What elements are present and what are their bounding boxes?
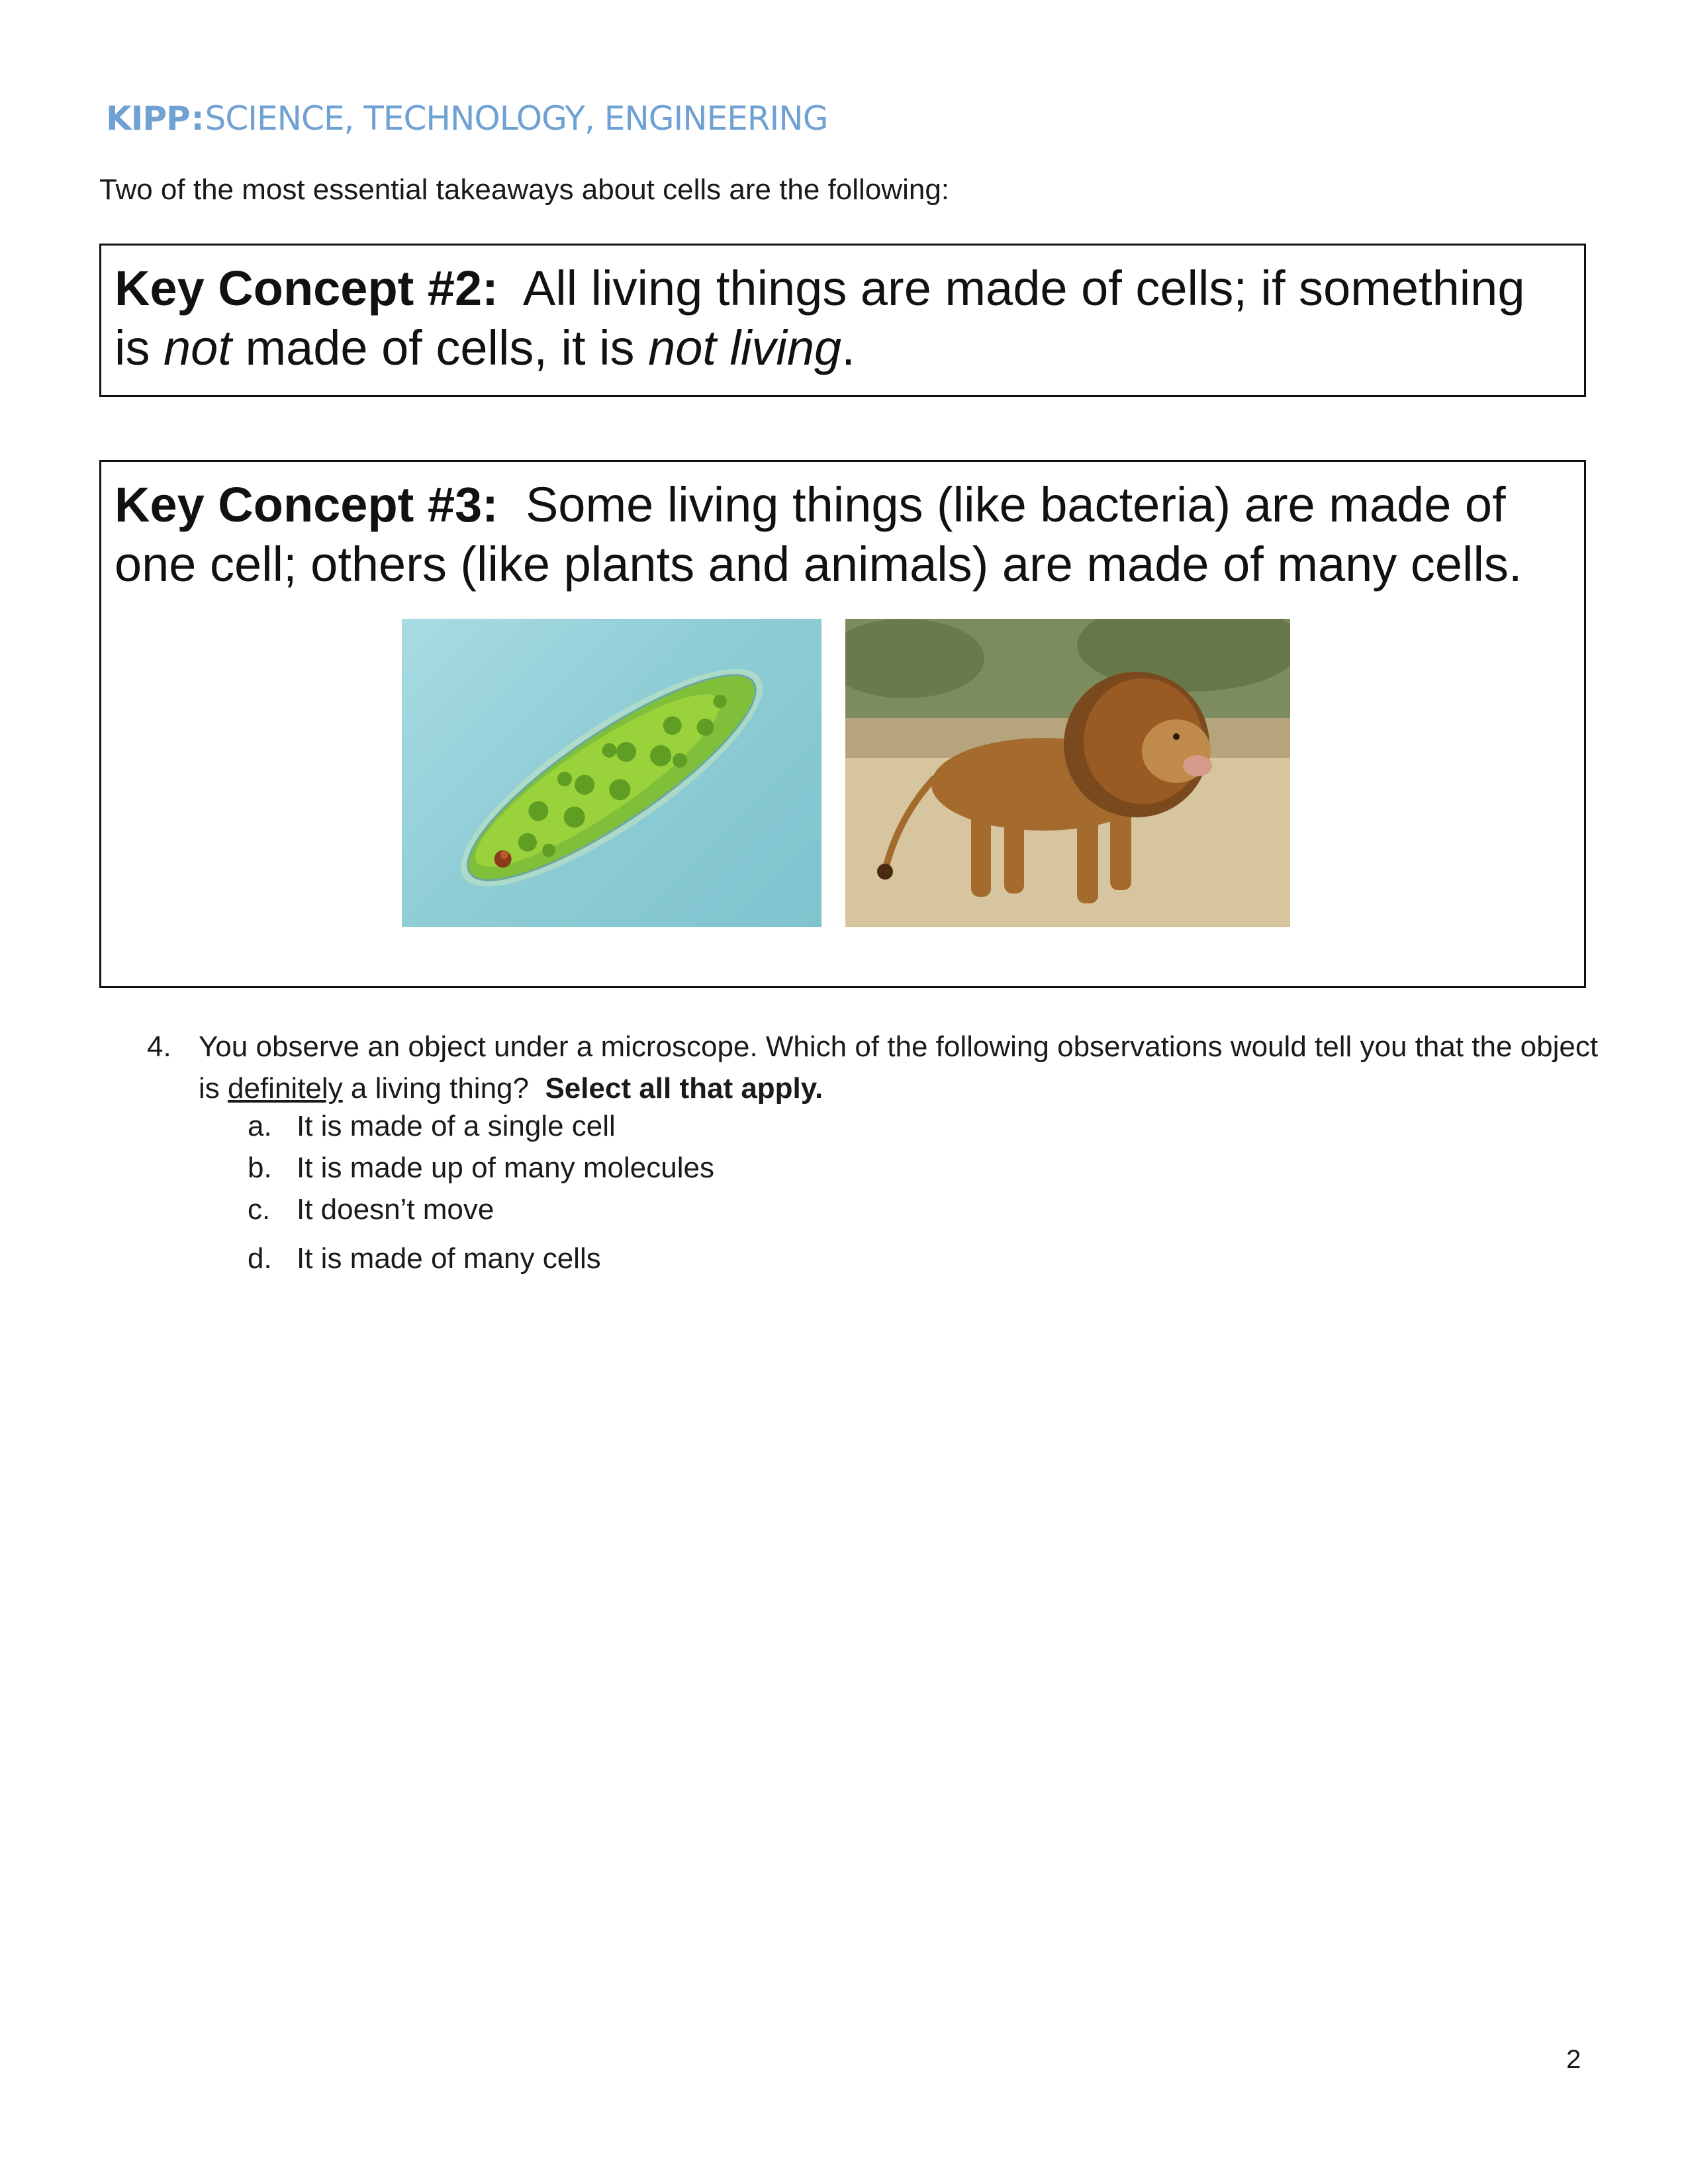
- question-instruction: Select all that apply.: [545, 1072, 823, 1105]
- key-concept-2-body-1: All living things are made of cells; if something is: [115, 261, 1525, 375]
- key-concept-2-period: .: [841, 320, 855, 375]
- option-letter: a.: [248, 1110, 272, 1142]
- option-text: It is made up of many molecules: [297, 1152, 714, 1184]
- key-concept-2-emphasis-2: not living: [648, 320, 842, 375]
- page-number: 2: [1566, 2045, 1581, 2074]
- option-letter: b.: [248, 1152, 272, 1184]
- key-concept-2-text: [115, 259, 1571, 378]
- key-concept-3-text: [115, 475, 1571, 594]
- key-concept-2-emphasis-1: not: [164, 320, 232, 375]
- question-underlined-word: definitely: [228, 1072, 343, 1105]
- single-cell-organism-image: [402, 619, 821, 927]
- key-concept-2-body-2: made of cells, it is: [245, 320, 635, 375]
- key-concept-3-box: [99, 460, 1586, 988]
- lion-illustration: [845, 619, 1290, 927]
- question-text-before: You observe an object under a microscope. Which of the following observations would tell you that the object is: [199, 1030, 1599, 1105]
- question-number: 4.: [147, 1030, 171, 1063]
- option-text: It doesn’t move: [297, 1193, 494, 1226]
- option-letter: d.: [248, 1242, 272, 1275]
- question-text-after: a living thing?: [350, 1072, 529, 1105]
- key-concept-3-body: Some living things (like bacteria) are made of one cell; others (like plants and animals) are made of many cells.: [115, 477, 1523, 592]
- paramecium-illustration: [402, 619, 821, 927]
- option-text: It is made of a single cell: [297, 1110, 616, 1142]
- key-concept-3-label: Key Concept #3:: [115, 477, 498, 532]
- question-text: [199, 1026, 1609, 1109]
- kipp-brand: KIPP: [106, 99, 190, 138]
- lion-image: [845, 619, 1290, 927]
- header-separator: :: [191, 99, 204, 138]
- option-text: It is made of many cells: [297, 1242, 601, 1275]
- header-subject: SCIENCE, TECHNOLOGY, ENGINEERING: [205, 99, 828, 138]
- page-header: [106, 99, 827, 138]
- key-concept-2-label: Key Concept #2:: [115, 261, 498, 316]
- option-letter: c.: [248, 1193, 271, 1226]
- key-concept-2-box: [99, 244, 1586, 397]
- intro-text: Two of the most essential takeaways about cells are the following:: [99, 173, 950, 206]
